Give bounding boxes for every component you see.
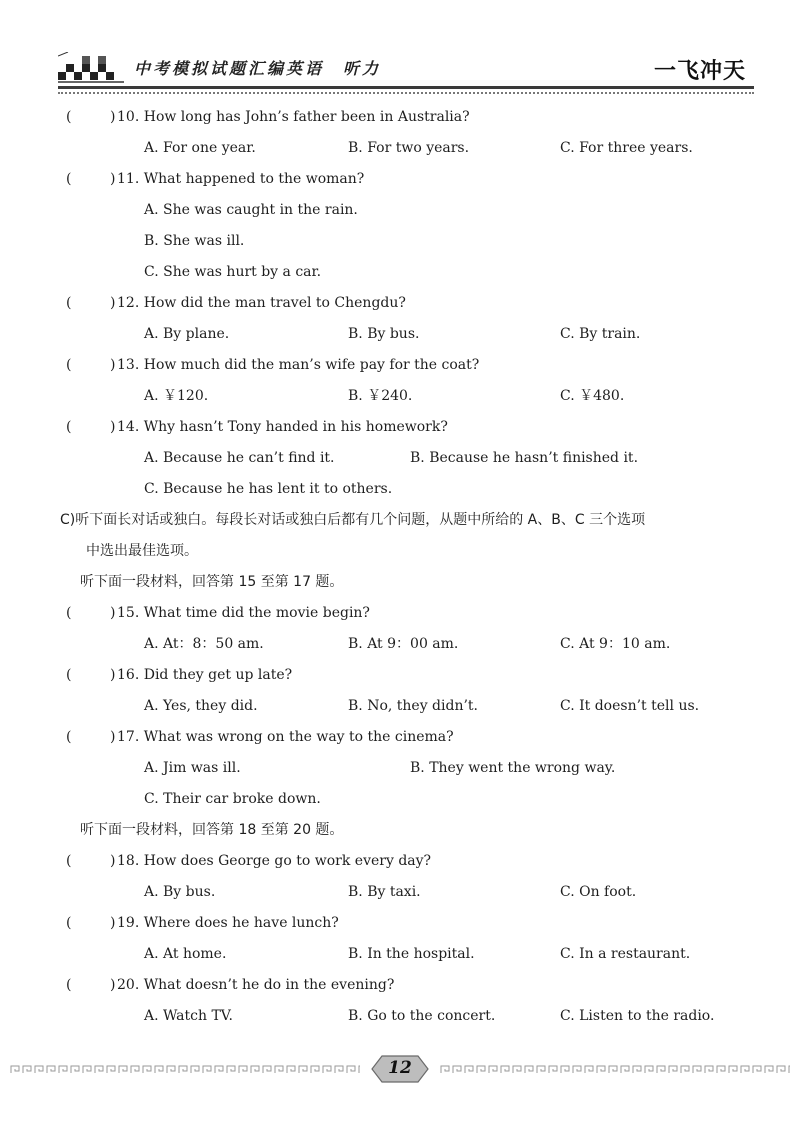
page-footer <box>0 1044 800 1104</box>
question-18-options <box>66 877 756 908</box>
option-c: C. At 9：10 am. <box>560 636 671 652</box>
footer-ornament-right-icon <box>440 1064 790 1074</box>
material-heading-1: 听下面一段材料，回答第 15 至第 17 题。 <box>80 574 344 590</box>
book-title: 中考模拟试题汇编英语 听力 <box>134 59 382 78</box>
option-b: B. They went the wrong way. <box>410 760 616 776</box>
header-rule <box>58 86 754 89</box>
question-18: ( ) 18. How does George go to work every day? <box>66 853 432 869</box>
question-12: ( ) 12. How did the man travel to Chengdu? <box>66 295 406 311</box>
question-12-options <box>66 319 756 350</box>
question-11-option-a: A. She was caught in the rain. <box>144 202 358 218</box>
option-a: A. Watch TV. <box>144 1008 233 1024</box>
option-a: A. Jim was ill. <box>144 760 241 776</box>
question-10-options <box>66 133 756 164</box>
option-b: B. Go to the concert. <box>348 1008 496 1024</box>
question-14-options <box>66 443 756 474</box>
option-b: B. No, they didn’t. <box>348 698 478 714</box>
question-11: ( ) 11. What happened to the woman? <box>66 171 365 187</box>
section-c-instruction: C)听下面长对话或独白。每段长对话或独白后都有几个问题，从题中所给的 A、B、C 三个选项 <box>60 512 646 528</box>
checker-logo-icon <box>58 52 124 86</box>
option-b: B. Because he hasn’t finished it. <box>410 450 639 466</box>
question-10: ( ) 10. How long has John’s father been in Australia? <box>66 109 470 125</box>
question-19: ( ) 19. Where does he have lunch? <box>66 915 339 931</box>
option-b: B. In the hospital. <box>348 946 475 962</box>
question-11-option-c: C. She was hurt by a car. <box>144 264 322 280</box>
question-13-options <box>66 381 756 412</box>
option-b: B. For two years. <box>348 140 470 156</box>
question-20-options <box>66 1001 756 1032</box>
option-c: C. In a restaurant. <box>560 946 691 962</box>
option-a: A. By bus. <box>144 884 216 900</box>
option-a: A. At：8：50 am. <box>144 636 264 652</box>
option-c: C. On foot. <box>560 884 637 900</box>
option-c: C. Listen to the radio. <box>560 1008 715 1024</box>
question-11-option-b: B. She was ill. <box>144 233 245 249</box>
question-15: ( ) 15. What time did the movie begin? <box>66 605 370 621</box>
question-14: ( ) 14. Why hasn’t Tony handed in his homework? <box>66 419 448 435</box>
question-14-option-c: C. Because he has lent it to others. <box>144 481 393 497</box>
option-c: C. For three years. <box>560 140 693 156</box>
footer-ornament-left-icon <box>10 1064 360 1074</box>
option-a: A. By plane. <box>144 326 230 342</box>
series-logo: 一飞冲天 <box>654 59 747 84</box>
material-heading-2: 听下面一段材料，回答第 18 至第 20 题。 <box>80 822 344 838</box>
option-a: A. Yes, they did. <box>144 698 258 714</box>
option-c: C. By train. <box>560 326 641 342</box>
question-17-options <box>66 753 756 784</box>
option-b: B. By taxi. <box>348 884 421 900</box>
question-16: ( ) 16. Did they get up late? <box>66 667 293 683</box>
option-c: C. ￥480. <box>560 388 625 404</box>
page-number: 12 <box>388 1058 412 1078</box>
question-content <box>60 102 756 1032</box>
question-15-options <box>66 629 756 660</box>
option-b: B. ￥240. <box>348 388 413 404</box>
option-a: A. At home. <box>144 946 227 962</box>
question-16-options <box>66 691 756 722</box>
question-17: ( ) 17. What was wrong on the way to the cinema? <box>66 729 454 745</box>
option-b: B. By bus. <box>348 326 420 342</box>
question-13: ( ) 13. How much did the man’s wife pay for the coat? <box>66 357 480 373</box>
question-17-option-c: C. Their car broke down. <box>144 791 321 807</box>
option-c: C. It doesn’t tell us. <box>560 698 700 714</box>
option-a: A. ￥120. <box>144 388 209 404</box>
option-a: A. For one year. <box>144 140 256 156</box>
question-20: ( ) 20. What doesn’t he do in the evening? <box>66 977 395 993</box>
option-a: A. Because he can’t find it. <box>144 450 335 466</box>
question-19-options <box>66 939 756 970</box>
option-b: B. At 9：00 am. <box>348 636 459 652</box>
section-c-instruction-cont: 中选出最佳选项。 <box>86 543 198 559</box>
header-dotted-rule <box>58 92 754 94</box>
page-header <box>0 0 800 105</box>
